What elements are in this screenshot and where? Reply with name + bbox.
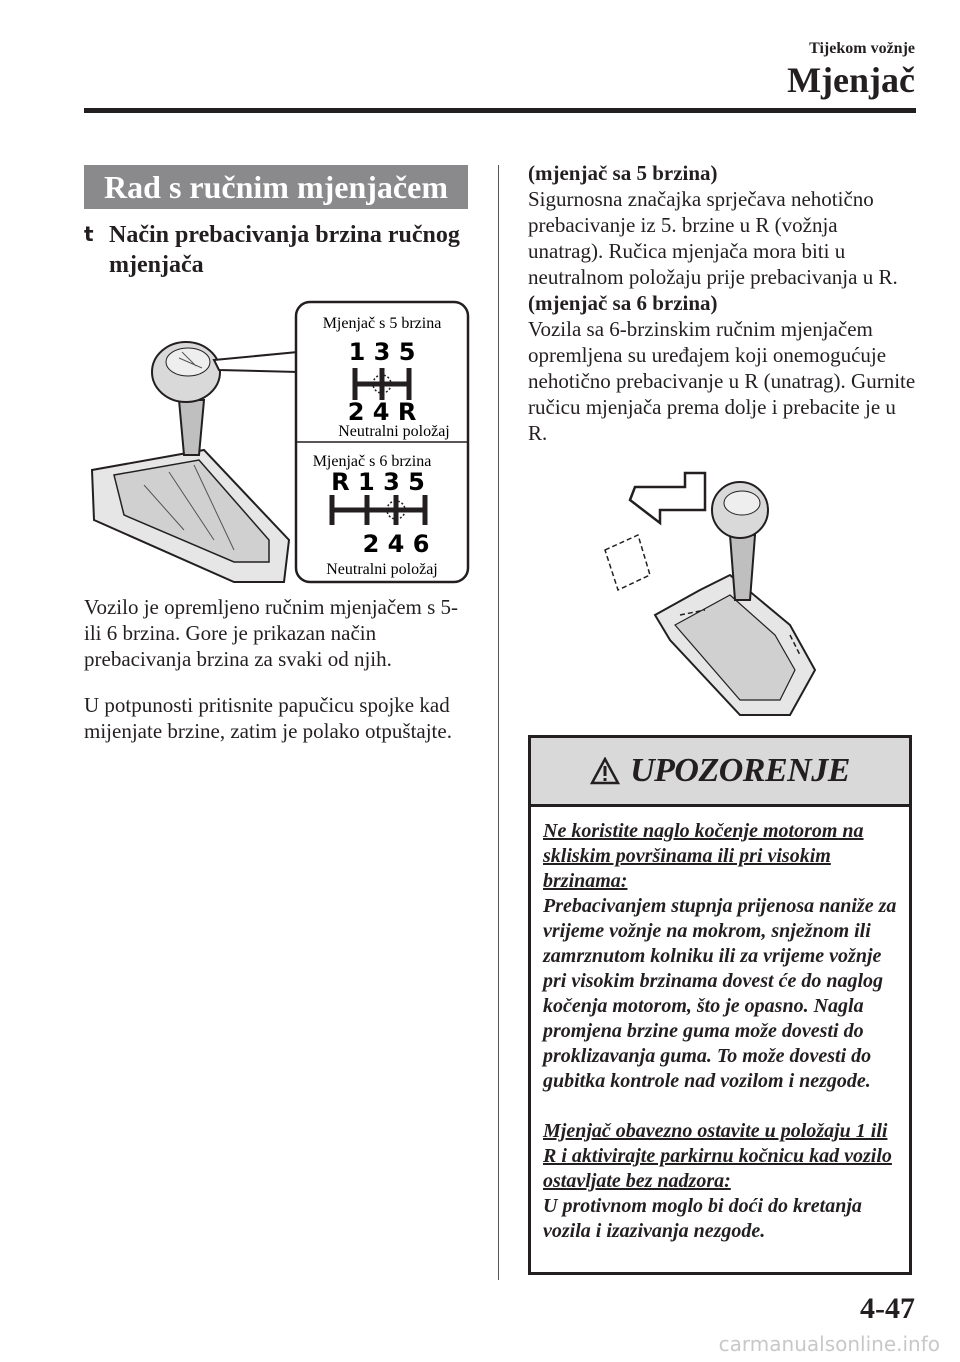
pattern-5-bottom: 2 4 R	[347, 398, 417, 426]
bullet-icon: t	[84, 222, 94, 246]
header-title: Mjenjač	[787, 60, 915, 100]
text-6-speed: Vozila sa 6-brzinskim ručnim mjenjačem opremljena su uređajem koji onemogućuje nehotično prebacivanje u R (unatrag). Gurnite ručicu mjenjača prema dolje i prebacite je u R.	[528, 317, 916, 445]
header-rule	[84, 108, 916, 113]
section-banner: Rad s ručnim mjenjačem	[84, 165, 468, 209]
text-5-speed: Sigurnosna značajka sprječava nehotično prebacivanje iz 5. brzine u R (vožnja unatrag). Ručica mjenjača mora biti u neutralnom položaju prije prebacivanja u R.	[528, 187, 898, 289]
warning-text-2: U protivnom moglo bi doći do kretanja vozila i izazivanja nezgode.	[543, 1195, 862, 1242]
warning-heading-1: Ne koristite naglo kočenje motorom na skliskim površinama ili pri visokim brzinama:	[543, 820, 864, 892]
pattern-6-top: R 1 3 5	[331, 468, 425, 496]
page-number: 4-47	[860, 1292, 915, 1325]
subheading: Način prebacivanja brzina ručnog mjenjača	[109, 222, 460, 278]
warning-text-1: Prebacivanjem stupnja prijenosa naniže za vrijeme vožnje na mokrom, snježnom ili zamrznutom kolniku ili za vrijeme vožnje pri visokim brzinama dovest će do naglog kočenja motorom, što je opasno. Nagla promjena brzine guma može dovesti do proklizavanja guma. To može dovesti do gubitka kontrole nad vozilom i nezgode.	[543, 895, 897, 1092]
warning-heading-2: Mjenjač obavezno ostavite u položaju 1 ili R i aktivirajte parkirnu kočnicu kad vozilo ostavljate bez nadzora:	[543, 1120, 892, 1192]
warning-triangle-icon	[590, 757, 620, 785]
pattern-6-bottom: 2 4 6	[362, 530, 430, 558]
warning-box	[528, 735, 912, 1275]
column-divider	[498, 165, 499, 1280]
reverse-shift-illustration	[590, 465, 830, 725]
gearshift-pattern-illustration	[84, 300, 474, 585]
warning-header	[531, 738, 909, 807]
neutral-label-5: Neutralni položaj	[338, 423, 450, 440]
header-section: Tijekom vožnje	[809, 40, 915, 57]
paragraph-2: U potpunosti pritisnite papučicu spojke kad mijenjate brzine, zatim je polako otpuštajte.	[84, 693, 452, 743]
warning-title: UPOZORENJE	[630, 752, 850, 789]
label-5-speed: Mjenjač s 5 brzina	[322, 315, 442, 332]
label-6-speed: Mjenjač s 6 brzina	[312, 453, 432, 470]
heading-6-speed: (mjenjač sa 6 brzina)	[528, 291, 718, 315]
neutral-label-6: Neutralni položaj	[326, 561, 438, 578]
heading-5-speed: (mjenjač sa 5 brzina)	[528, 161, 718, 185]
pattern-5-top: 1 3 5	[348, 338, 416, 366]
paragraph-1: Vozilo je opremljeno ručnim mjenjačem s 5-ili 6 brzina. Gore je prikazan način prebacivanja brzina za svaki od njih.	[84, 595, 459, 671]
watermark: carmanualsonline.info	[718, 1332, 940, 1356]
